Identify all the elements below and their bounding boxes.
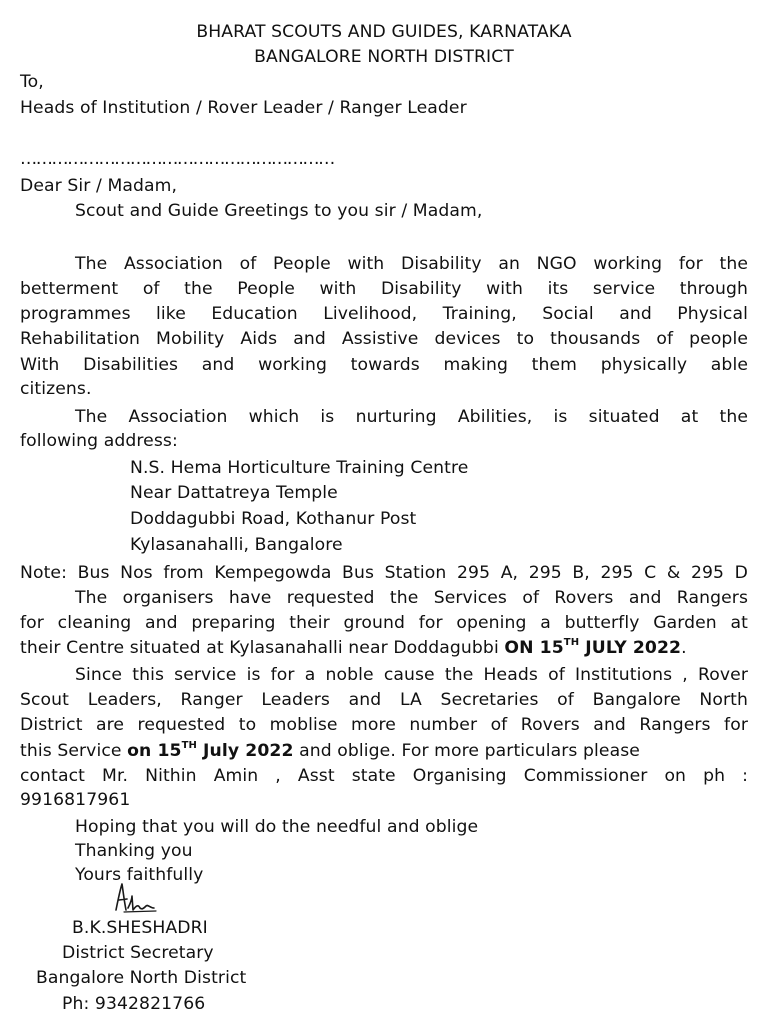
signatory-district: Bangalore North District xyxy=(36,968,247,988)
para1-line2: betterment of the People with Disability with its service through xyxy=(20,279,748,299)
para4-line4 xyxy=(20,740,640,762)
para1-line6: citizens. xyxy=(20,379,92,399)
venue-line1: N.S. Hema Horticulture Training Centre xyxy=(130,458,469,478)
closing-hoping: Hoping that you will do the needful and oblige xyxy=(75,817,479,837)
para1-line5: With Disabilities and working towards making them physically able xyxy=(20,355,748,375)
closing-yours: Yours faithfully xyxy=(75,865,204,885)
para4-line4-end: and oblige. For more particulars please xyxy=(293,741,640,761)
para1-line3: programmes like Education Livelihood, Training, Social and Physical xyxy=(20,304,748,324)
para4-line3: District are requested to moblise more number of Rovers and Rangers for xyxy=(20,715,748,735)
greeting-line: Scout and Guide Greetings to you sir / Madam, xyxy=(75,201,483,221)
bus-note: Note: Bus Nos from Kempegowda Bus Station 295 A, 295 B, 295 C & 295 D xyxy=(20,563,748,583)
para4-line2: Scout Leaders, Ranger Leaders and LA Secretaries of Bangalore North xyxy=(20,690,748,710)
contact-phone: 9916817961 xyxy=(20,790,131,810)
venue-line3: Doddagubbi Road, Kothanur Post xyxy=(130,509,417,529)
para4-line4-text: this Service xyxy=(20,741,128,761)
handwritten-signature xyxy=(110,880,166,916)
signatory-name: B.K.SHESHADRI xyxy=(72,918,208,938)
venue-line2: Near Dattatreya Temple xyxy=(130,483,338,503)
signatory-title: District Secretary xyxy=(62,943,214,963)
para1-line4: Rehabilitation Mobility Aids and Assistive devices to thousands of people xyxy=(20,329,748,349)
para1-line1: The Association of People with Disability an NGO working for the xyxy=(75,254,748,274)
para3-line1: The organisers have requested the Services of Rovers and Rangers xyxy=(75,588,748,608)
blank-dotted-line: …………………………………………………… xyxy=(20,149,334,169)
venue-line4: Kylasanahalli, Bangalore xyxy=(130,535,343,555)
event-date-rest: JULY 2022 xyxy=(579,638,682,658)
service-date-bold xyxy=(127,741,293,761)
para4-line1: Since this service is for a noble cause the Heads of Institutions , Rover xyxy=(75,665,748,685)
para4-line5: contact Mr. Nithin Amin , Asst state Organising Commissioner on ph : xyxy=(20,766,748,786)
para2-line1: The Association which is nurturing Abilities, is situated at the xyxy=(75,407,748,427)
recipients-line: Heads of Institution / Rover Leader / Ranger Leader xyxy=(20,98,467,118)
header-org: BHARAT SCOUTS AND GUIDES, KARNATAKA xyxy=(196,22,572,42)
header-district: BANGALORE NORTH DISTRICT xyxy=(254,47,514,67)
to-line: To, xyxy=(20,72,44,92)
para3-line3-text: their Centre situated at Kylasanahalli near Doddagubbi xyxy=(20,638,505,658)
event-date-suffix: TH xyxy=(563,637,580,649)
para2-line2: following address: xyxy=(20,431,178,451)
signatory-phone: Ph: 9342821766 xyxy=(62,994,206,1014)
para3-line2: for cleaning and preparing their ground for opening a butterfly Garden at xyxy=(20,613,748,633)
event-date-bold xyxy=(504,638,681,658)
closing-thanking: Thanking you xyxy=(75,841,193,861)
service-date-rest: July 2022 xyxy=(196,741,294,761)
service-date-prefix: on 15 xyxy=(127,741,182,761)
para3-line3 xyxy=(20,637,687,659)
dear-line: Dear Sir / Madam, xyxy=(20,176,178,196)
service-date-suffix: TH xyxy=(181,740,197,752)
event-date-prefix: ON 15 xyxy=(504,638,564,658)
para3-line3-end: . xyxy=(681,638,687,658)
